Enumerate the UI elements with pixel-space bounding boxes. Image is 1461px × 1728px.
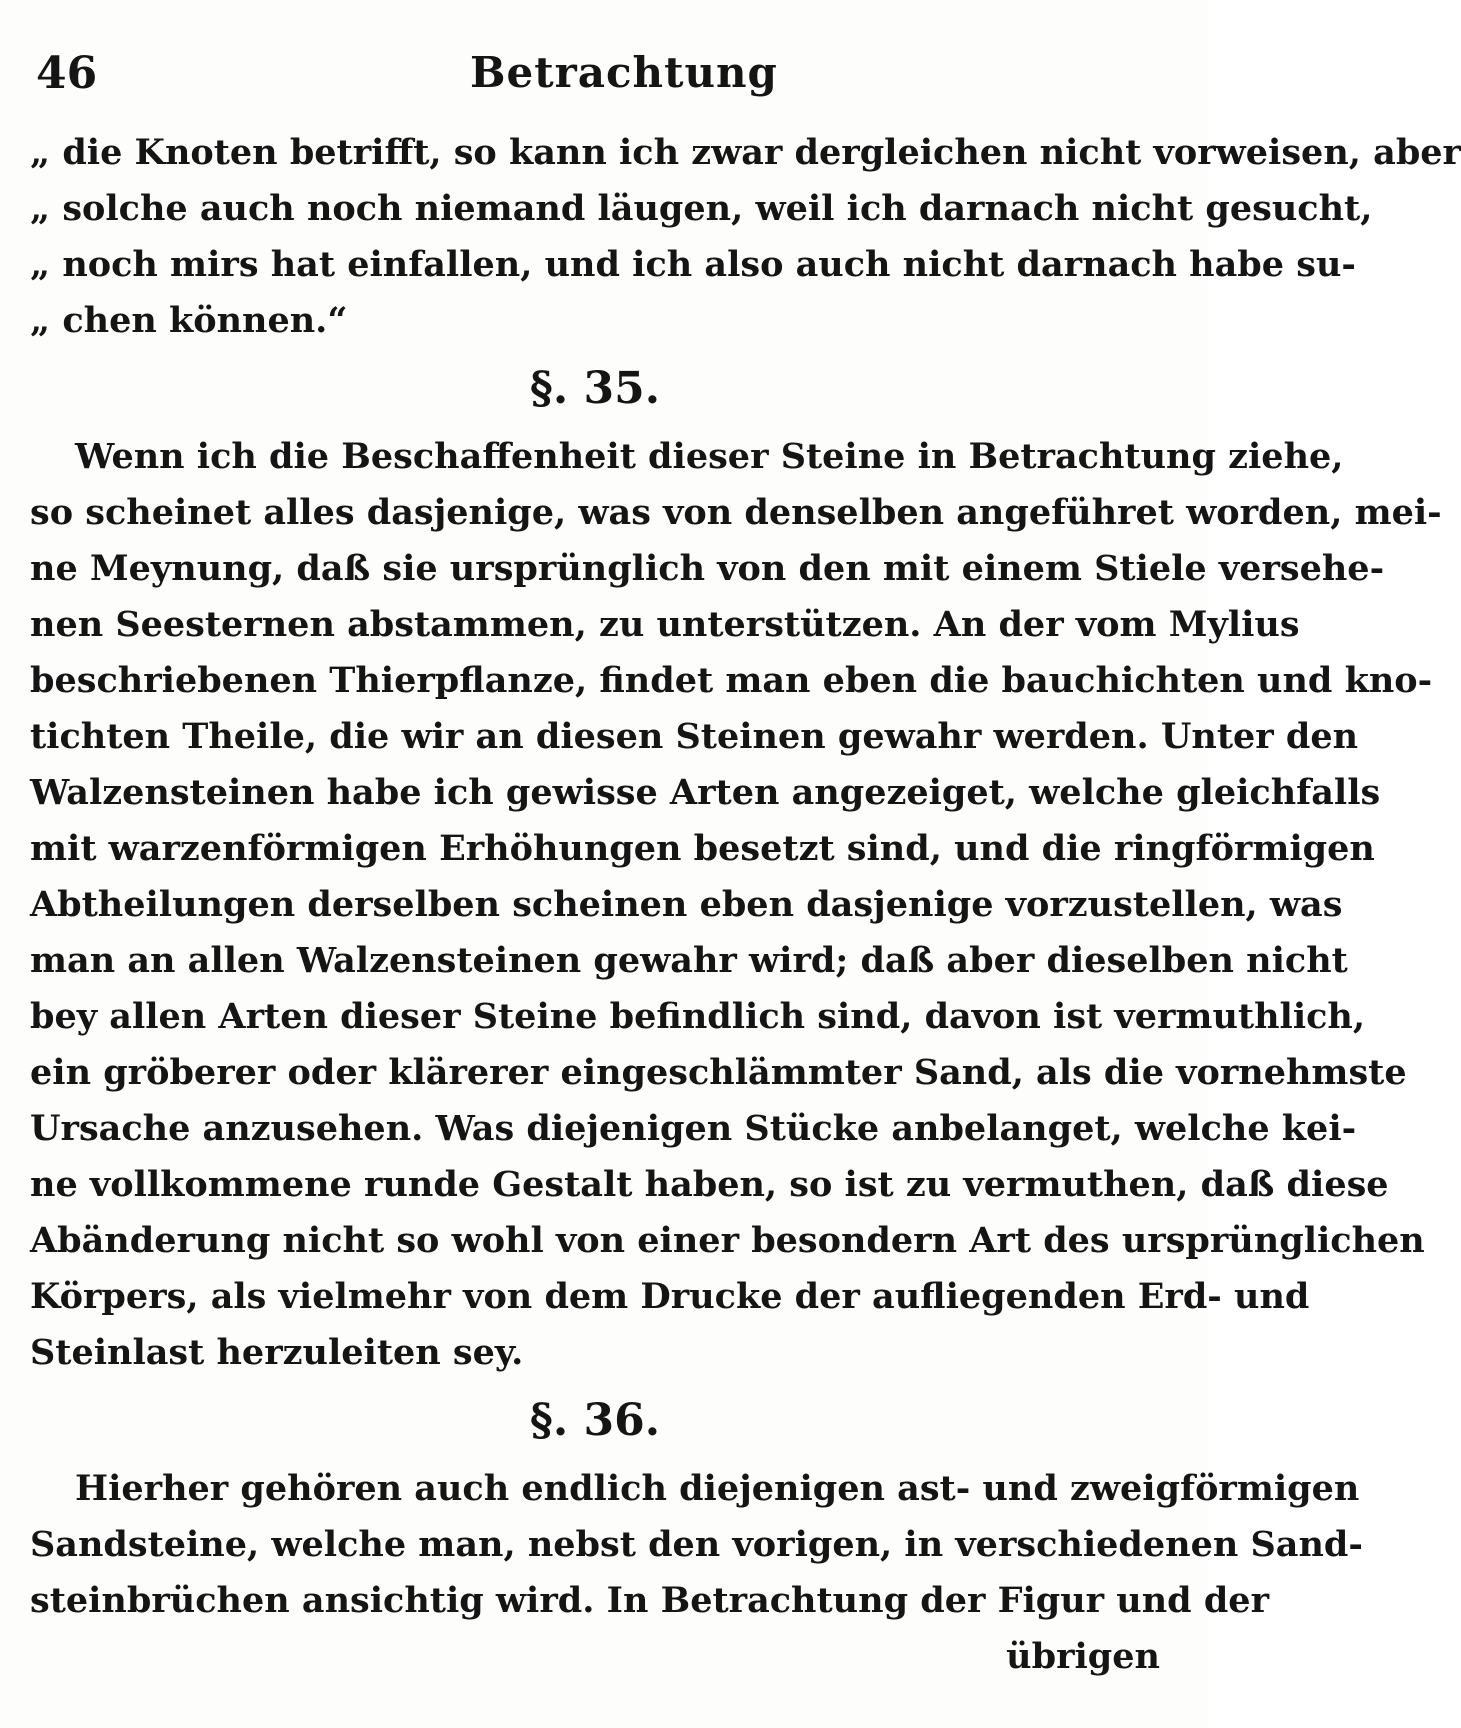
text-line: Walzensteinen habe ich gewisse Arten angezeiget, welche gleichfalls: [30, 772, 1381, 813]
page-header: [30, 40, 1160, 110]
section-36-paragraph: [30, 1461, 1363, 1685]
text-line: Steinlast herzuleiten sey.: [30, 1332, 524, 1373]
text-line: „ die Knoten betrifft, so kann ich zwar dergleichen nicht vorweisen, aber: [30, 132, 1461, 173]
text-line: „ chen können.“: [30, 300, 348, 341]
page-body: [30, 125, 1461, 1685]
intro-quote: [30, 125, 1461, 349]
running-title: Betrachtung: [470, 48, 778, 97]
text-line: tichten Theile, die wir an diesen Steinen gewahr werden. Unter den: [30, 716, 1359, 757]
text-line: „ noch mirs hat einfallen, und ich also auch nicht darnach habe su-: [30, 244, 1356, 285]
text-line: Sandsteine, welche man, nebst den vorigen, in verschiedenen Sand-: [30, 1524, 1363, 1565]
section-35-heading: §. 35.: [529, 363, 661, 414]
section-36-heading: §. 36.: [529, 1395, 661, 1446]
text-line: Abtheilungen derselben scheinen eben dasjenige vorzustellen, was: [30, 884, 1343, 925]
text-line: Wenn ich die Beschaffenheit dieser Steine in Betrachtung ziehe,: [75, 436, 1344, 477]
text-line: mit warzenförmigen Erhöhungen besetzt sind, und die ringförmigen: [30, 828, 1375, 869]
text-line: Ursache anzusehen. Was diejenigen Stücke anbelanget, welche kei-: [30, 1108, 1357, 1149]
text-line: man an allen Walzensteinen gewahr wird; daß aber dieselben nicht: [30, 940, 1348, 981]
text-line: bey allen Arten dieser Steine befindlich sind, davon ist vermuthlich,: [30, 996, 1366, 1037]
text-line: „ solche auch noch niemand läugen, weil ich darnach nicht gesucht,: [30, 188, 1373, 229]
text-line: Hierher gehören auch endlich diejenigen ast- und zweigförmigen: [75, 1468, 1360, 1509]
text-line: ein gröberer oder klärerer eingeschlämmter Sand, als die vornehmste: [30, 1052, 1407, 1093]
text-line: nen Seesternen abstammen, zu unterstützen. An der vom Mylius: [30, 604, 1300, 645]
page-number: 46: [36, 48, 98, 99]
text-line: steinbrüchen ansichtig wird. In Betrachtung der Figur und der: [30, 1580, 1270, 1621]
text-line: so scheinet alles dasjenige, was von denselben angeführet worden, mei-: [30, 492, 1442, 533]
text-line: beschriebenen Thierpflanze, findet man eben die bauchichten und kno-: [30, 660, 1433, 701]
text-line: Körpers, als vielmehr von dem Drucke der aufliegenden Erd- und: [30, 1276, 1310, 1317]
catchword: übrigen: [1006, 1636, 1160, 1677]
text-line: Abänderung nicht so wohl von einer besondern Art des ursprünglichen: [30, 1220, 1425, 1261]
text-line: ne Meynung, daß sie ursprünglich von den mit einem Stiele versehe-: [30, 548, 1385, 589]
section-35-paragraph: [30, 429, 1442, 1381]
text-line: ne vollkommene runde Gestalt haben, so ist zu vermuthen, daß diese: [30, 1164, 1389, 1205]
